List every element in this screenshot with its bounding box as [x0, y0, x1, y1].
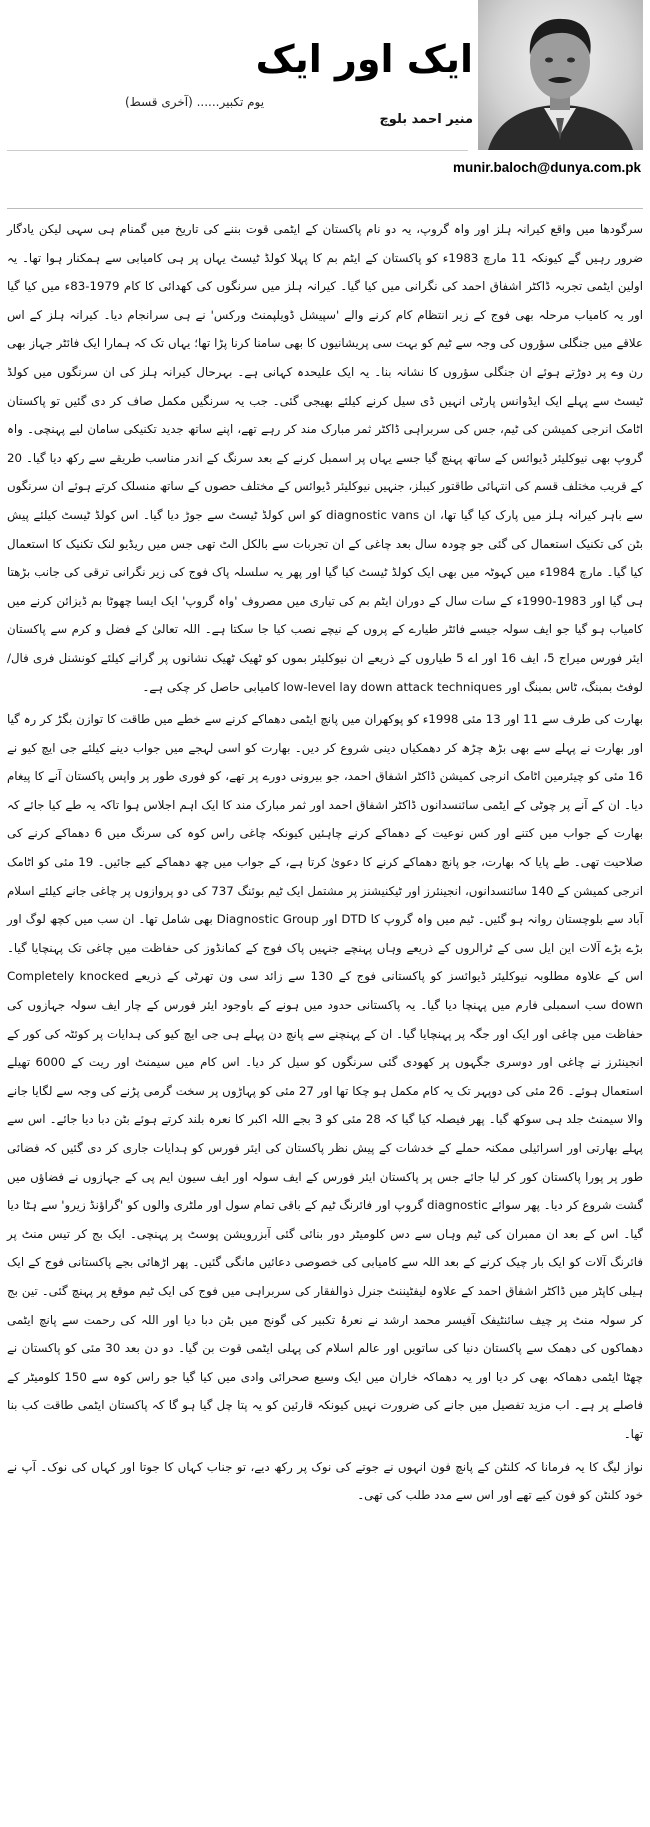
article-body	[7, 215, 643, 1510]
column-logo: ایک اور ایک	[255, 37, 473, 81]
article-paragraph: سرگودھا میں واقع کیرانہ ہلز اور واہ گروپ، یہ دو نام پاکستان کے ایٹمی قوت بننے کی تاریخ میں گمنام ہی سہی لیکن یادگار ضرور رہیں گے کیونکہ 11 مارچ 1983ء کو پاکستان کے ایٹم بم کا پہلا کولڈ ٹیسٹ یہاں پر ہی کامیابی سے ہمکنار ہوا تھا۔ یہ اولین ایٹمی تجربہ ڈاکٹر اشفاق احمد کی نگرانی میں کیا گیا۔ کیرانہ ہلز میں سرنگوں کی کھدائی کا کام 1979-83ء میں کیا گیا اور یہ کامیاب مرحلہ بھی فوج کے زیر انتظام کام کرنے والے 'سپیشل ڈویلپمنٹ ورکس' نے ہی سرانجام دیا۔ کیرانہ ہلز کے اس علاقے میں جنگلی سؤروں کی وجہ سے ٹیم کو بہت سی پریشانیوں کا بھی سامنا کرنا پڑا تھا؛ یہاں تک کہ ہمارا ایک فائٹر جہاز بھی رن وے پر دوڑتے ہوئے ان جنگلی سؤروں کا نشانہ بنا۔ یہ ایک علیحدہ کہانی ہے۔ بہرحال کیرانہ ہلز کی ان سرنگوں میں کولڈ ٹیسٹ سے پہلے ایک ایڈوانس پارٹی انہیں ڈی سیل کرنے کیلئے بھیجی گئی۔ جب یہ سرنگیں مکمل صاف کر دی گئیں تو پاکستان اٹامک انرجی کمیشن کی ٹیم، جس کی سربراہی ڈاکٹر ثمر مبارک مند کر رہے تھے، اپنے ساتھ جدید تکنیکی سامان لیے پہنچی۔ واہ گروپ بھی نیوکلیئر ڈیوائس کے ساتھ پہنچ گیا جسے یہاں پر اسمبل کرنے کے بعد سرنگ کے اندر مناسب طریقے سے رکھ دیا گیا۔ 20 کے قریب مختلف قسم کی انتہائی طاقتور کیبلز، جنہیں نیوکلیئر ڈیوائس کے مختلف حصوں کے ساتھ منسلک کرتے ہوئے ان سرنگوں سے باہر کیرانہ ہلز میں پارک کیا گیا تھا، ان diagnostic vans کو اس کولڈ ٹیسٹ سے جوڑ دیا گیا۔ اس کولڈ ٹیسٹ کیلئے پیش بٹن کی تکنیک استعمال کی گئی جو چودہ سال بعد چاغی کے ان تجربات سے بالکل الٹ تھی جس میں ریڈیو لنک تکنیک کا استعمال کیا گیا۔ مارچ 1984ء میں کہوٹہ میں بھی ایک کولڈ ٹیسٹ کیا گیا اور پھر یہ سلسلہ پاک فوج کی زیر نگرانی ترقی کی جانب بڑھتا ہی گیا اور 1983-1990ء کے سات سال کے دوران ایٹم بم کی تیاری میں مصروف 'واہ گروپ' ایک ایسا چھوٹا بم ڈیزائن کرنے میں کامیاب ہو گیا جو ایف سولہ جیسے فائٹر طیارے کے پروں کے نیچے نصب کیا جا سکتا ہے۔ اللہ تعالیٰ کے فضل و کرم سے پاکستان ایئر فورس میراج 5، ایف 16 اور اے 5 طیاروں کے ذریعے ان نیوکلیئر بموں کو ٹھیک ٹھیک نشانوں پر گرانے کیلئے کونشنل فری فال/لوفٹ بمبنگ، ٹاس بمبنگ اور low-level lay down attack techniques کامیابی حاصل کر چکی ہے۔	[7, 222, 644, 694]
author-email: munir.baloch@dunya.com.pk	[453, 160, 641, 175]
author-portrait-icon	[478, 0, 643, 150]
column-title: یوم تکبیر...... (آخری قسط)	[125, 95, 265, 109]
header-divider	[7, 150, 468, 151]
article-paragraph: بھارت کی طرف سے 11 اور 13 مئی 1998ء کو پوکھران میں پانچ ایٹمی دھماکے کرنے سے خطے میں طاقت کا توازن بگڑ کر رہ گیا اور بھارت نے پہلے سے بھی بڑھ چڑھ کر دھمکیاں دینی شروع کر دیں۔ بھارت کو اسی لہجے میں جواب دینے کیلئے جی ایچ کیو نے 16 مئی کو چیئرمین اٹامک انرجی کمیشن ڈاکٹر اشفاق احمد، جو بیرونی دورے پر تھے، کو فوری طور پر واپس پاکستان آنے کا پیغام دیا۔ ان کے آنے پر چوٹی کے ایٹمی سائنسدانوں ڈاکٹر اشفاق احمد اور ثمر مبارک مند کا ایک اہم اجلاس ہوا تاکہ یہ طے کیا جائے کہ بھارت کے جواب میں کتنے اور کس نوعیت کے دھماکے کرنے چاہئیں کیونکہ چاغی راس کوہ کی سرنگ میں 6 دھماکے کرنے کی صلاحیت تھی۔ طے پایا کہ بھارت، جو پانچ دھماکے کرنے کا دعویٰ کرتا ہے، کے جواب میں چھ دھماکے کیے جائیں۔ 19 مئی کو اٹامک انرجی کمیشن کے 140 سائنسدانوں، انجینئرز اور ٹیکنیشنز پر مشتمل ایک ٹیم بوئنگ 737 کی دو پروازوں پر چاغی جانے کیلئے اسلام آباد سے بلوچستان روانہ ہو گئیں۔ ٹیم میں واہ گروپ کا DTD اور Diagnostic Group بھی شامل تھا۔ ان سب میں کچھ لوگ اور بڑے بڑے آلات این ایل سی کے ٹرالروں کے ذریعے وہاں پہنچے جنہیں پاک فوج کے کمانڈوز کی حفاظت میں چاغی تک پہنچایا گیا۔ اس کے علاوہ مطلوبہ نیوکلیئر ڈیوائسز کو پاکستانی فوج کے 130 سے زائد سی ون تھرٹی کے ذریعے Completely knocked down سب اسمبلی فارم میں پہنچا دیا گیا۔ یہ پاکستانی حدود میں ہونے کے باوجود ایئر فورس کے چار ایف سولہ جہازوں کی حفاظت میں چاغی اور ایک اور جگہ پر پہنچایا گیا۔ ان کے پہنچنے سے پانچ دن پہلے ہی جی ایچ کیو کی ہدایات پر کوئٹہ کی کور کے انجینئرز نے چاغی اور دوسری جگہوں پر کھودی گئی سرنگوں کو سیل کر دیا۔ اس کام میں سیمنٹ اور ریت کے 6000 تھیلے استعمال ہوئے۔ 26 مئی کی دوپہر تک یہ کام مکمل ہو چکا تھا اور 27 مئی کو پہاڑوں پر سخت گرمی پڑنے کی وجہ سے لگایا جانے والا سیمنٹ جلد ہی سوکھ گیا۔ پھر فیصلہ کیا گیا کہ 28 مئی کو 3 بجے اللہ اکبر کا نعرہ بلند کرتے ہوئے بٹن دبا دیا جائے۔ اس سے پہلے بھارتی اور اسرائیلی ممکنہ حملے کے خدشات کے پیش نظر پاکستان کی ایئر فورس کو ہدایات جاری کر دی گئیں کہ فضائی طور پر پورا پاکستان کور کر لیا جائے جس پر پاکستان ایئر فورس کے ایف سولہ اور ایف سیون ایم پی کے جہازوں نے فضاؤں میں گشت شروع کر دیا۔ پھر سوائے diagnostic گروپ اور فائرنگ ٹیم کے باقی تمام سول اور ملٹری والوں کو 'گراؤنڈ زیرو' سے ہٹا دیا گیا۔ اس کے بعد ان ممبران کی ٹیم وہاں سے دس کلومیٹر دور بنائی گئی آبزرویشن پوسٹ پر پہنچی۔ ایک بج کر تیس منٹ پر فائرنگ آلات کو ایک بار چیک کرنے کے بعد اللہ سے کامیابی کی خصوصی دعائیں مانگی گئیں۔ پھر اڑھائی بجے پاکستانی فوج کے ایک ہیلی کاپٹر میں ڈاکٹر اشفاق احمد کے علاوہ لیفٹیننٹ جنرل ذوالفقار کی سربراہی میں فوج کی ایک ٹیم موقع پر پہنچ گئی۔ تین بج کر سولہ منٹ پر چیف سائنٹیفک آفیسر محمد ارشد نے نعرۂ تکبیر کی گونج میں بٹن دبا دیا اور اللہ کی رحمت سے پانچ ایٹمی دھماکوں کی دھمک سے پاکستان دنیا کی ساتویں اور عالم اسلام کی پہلی ایٹمی قوت بن گیا۔ دو دن بعد 30 مئی کو پاکستان نے چھٹا ایٹمی دھماکہ بھی کر دیا اور یہ دھماکہ خاران میں ایک وسیع صحرائی وادی میں کیا گیا جو راس کوہ سے 150 کلومیٹر کے فاصلے پر ہے۔ اب مزید تفصیل میں جانے کی ضرورت نہیں کیونکہ قارئین کو یہ پتا چل گیا ہو گا کہ پاکستان ایٹمی طاقت کب بنا تھا۔	[7, 712, 644, 1441]
article-paragraph: نواز لیگ کا یہ فرمانا کہ کلنٹن کے پانچ فون انہوں نے جوتے کی نوک پر رکھ دیے، تو جناب کہاں کا جوتا اور کہاں کی نوک۔ آپ نے خود کلنٹن کو فون کیے تھے اور اس سے مدد طلب کی تھی۔	[7, 1459, 643, 1503]
author-name: منیر احمد بلوچ	[379, 112, 473, 127]
column-header	[7, 0, 643, 209]
